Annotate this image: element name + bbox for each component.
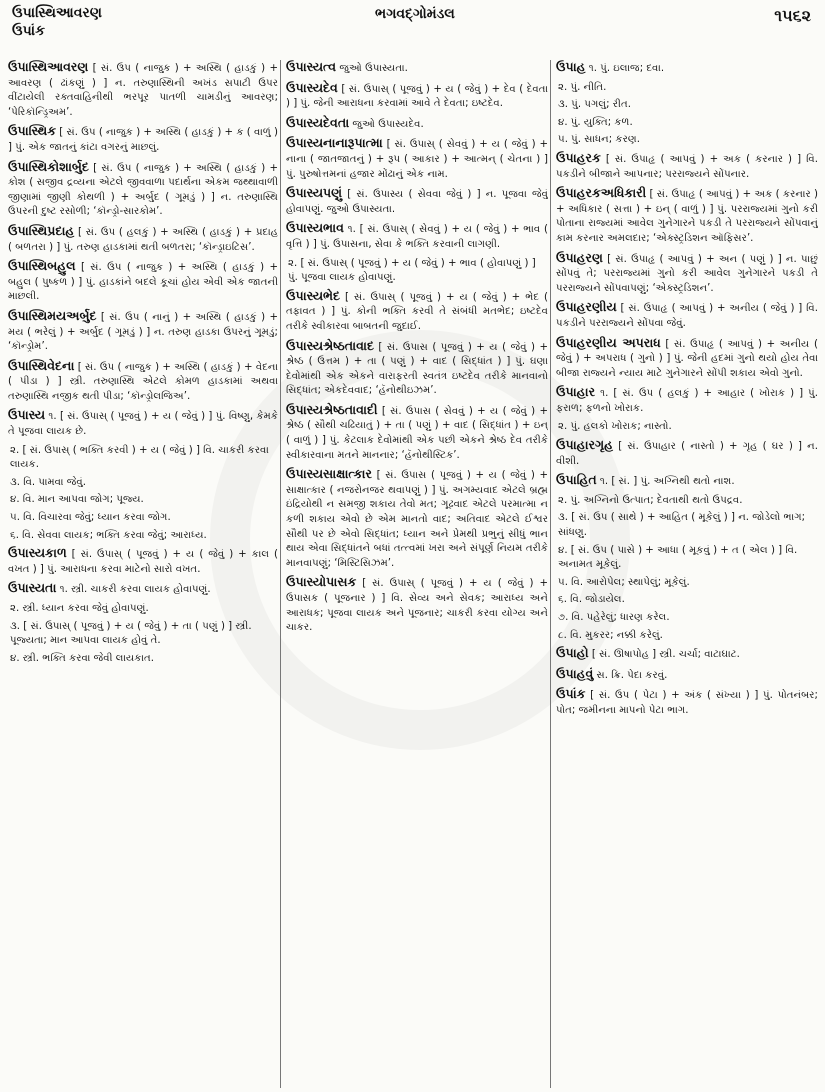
dictionary-entry (556, 385, 818, 416)
column-3 (556, 60, 818, 1088)
headword: ઉપાસ્યપણું (286, 185, 343, 201)
definition-text: [ સં. ઉપાસ ( પૂજવું ) + ય ( જેવું ) + શ્રેષ્ઠ ( ઉત્તમ ) + તા ( પણું ) + વાદ ( સિદ્ધાંત ) ] પું. ઘણા દેવોમાંથી એક એકને વારાફરતી સ્વતંત્ર ઇષ્ટદેવ તરીકે માનવાનો સિદ્ધાંત; એકદેવવાદ; ‘હૅનોથીઇઝમ’. (286, 341, 548, 397)
dictionary-columns (8, 60, 818, 1088)
definition-text: [ સં. ઉપાસ્ ( પૂજવું ) + ય ( જેવું ) + કાલ ( વખત ) ] પું. આરાધના કરવા માટેનો સારો વખત. (8, 549, 278, 575)
definition-text: ૫. વિ. વિચારવા જેવું; ધ્યાન કરવા જોગ. (10, 512, 171, 524)
headword: ઉપાહો (556, 645, 589, 661)
dictionary-entry (556, 186, 818, 246)
entry-sense (556, 81, 818, 96)
definition-text: સ. ક્રિ. પેદા કરવું. (593, 669, 668, 681)
definition-text: ૩. વિ. પામવા જેવું. (10, 476, 86, 488)
definition-text: [ સં. ઉપાસ્ ( પૂજવું ) + ય ( જેવું ) + ઉપાસક ( પૂજનાર ) ] વિ. સેવ્ય અને સેવક; આરાધ્ય અને આરાધક; પૂજવા લાયક અને પૂજનાર; ચાકરી કરવા યોગ્ય અને ચાકર. (286, 578, 548, 634)
headword: ઉપાહિત (556, 472, 597, 488)
definition-text: [ સં. ઊષાપોહ ] સ્ત્રી. ચર્ચા; વાટાઘાટ. (588, 649, 740, 661)
definition-text: [ સં. ઉપ ( નાનું ) + અસ્થિ ( હાડકું ) + મય ( ભરેલું ) + અર્બુદ ( ગૂમડું ) ] ન. તરુણ હાડકા ઉપરનું ગૂમડું; ‘કૉન્ડ્રોમ’. (8, 311, 278, 353)
entry-sense (556, 544, 818, 573)
entry-sense (556, 116, 818, 131)
definition-text: ૧. [ સં. ઉપાસ્ ( પૂજવું ) + ય ( જેવું ) ] પું. વિષ્ણુ, કેમકે તે પૂજવા લાયક છે. (8, 411, 278, 438)
page-number: ૧૫૬૨ (774, 6, 811, 25)
entry-sense (8, 511, 278, 526)
headword: ઉપાસ્યદેવતા (286, 114, 350, 130)
column-1 (8, 60, 278, 1088)
entry-sense (556, 98, 818, 113)
headword: ઉપાસ્યત્વ (286, 60, 337, 74)
dictionary-entry (556, 473, 818, 490)
definition-text: જુઓ ઉપાસ્યદેવ. (349, 118, 424, 130)
headword: ઉપાહાર (556, 384, 596, 400)
headword: ઉપાસ્યશ્રેષ્ઠતાવાદ (286, 337, 374, 353)
definition-text: ૧. સ્ત્રી. ચાકરી કરવા લાયક હોવાપણું. (56, 584, 211, 596)
definition-text: [ સં. ઉપાહૃ ( આપવું ) + અન ( પણું ) ] ન. પાછું સોંપવું તે; પરરાજ્યમાં ગુનો કરી આવેલ ગુનેગારને પકડી તે પરરાજ્યને સોંપવાપણું; ‘એક્સ્ટ્રડિશન’. (556, 253, 818, 294)
headword: ઉપાહરકઅધિકારી (556, 185, 647, 201)
definition-text: [ સં. ઉપ ( નાજુક ) + અસ્થિ ( હાડકું ) + કોશ ( સજીવ દ્રવ્યના એટલે જીવવાળા પદાર્થના એકમ જથ્થાવાળી જીણામાં જીણી કોથળી ) + અર્બુદ ( ગૂમડું ) ] ન. તરુણાસ્થિ ઉપરની દુષ્ટ રસોળી; ‘કૉન્ડ્રો-સારકોમ’. (8, 162, 278, 218)
dictionary-entry (556, 667, 818, 684)
headword: ઉપાસ્થિક (8, 123, 57, 139)
dictionary-entry (286, 136, 548, 182)
dictionary-entry (8, 160, 278, 220)
definition-text: [ સં. ઉપ ( નાજુક ) + અસ્થિ ( હાડકું ) + ક ( વાળું ) ] પું. એક જાતનું કાંટા વગરનું માછલું. (8, 127, 278, 153)
definition-text: [ સં. ઉપાસ ( પૂજવું ) + ય ( જેવું ) + સાક્ષાત્કાર ( નજરોનજર થવાપણું ) ] પું. અગમ્યવાદ એટલે બ્રહ્મ ઇંદ્રિયોથી ન સમજી શકાય તેવો મત; ગૂઢવાદ એટલે પરમાત્મા ન કળી શકાય એવો છે એમ માનતો વાદ; અતિવાદ એટલે ઈશ્વર સૌથી પર છે એવો સિદ્ધાંત; ધ્યાન અને પ્રેમથી પ્રભુનું સીધું ભાન થાય એવા સિદ્ધાંતને બધાં તત્ત્વમાં ખરા અને સંપૂર્ણ નિયમ તરીકે માનવાપણું; ‘મિસ્ટિસિઝમ’. (286, 470, 548, 569)
definition-text: ૧. [ સં. ] પું. અગ્નિથી થતો નાશ. (596, 476, 735, 488)
entry-sense (556, 629, 818, 644)
dictionary-entry (286, 116, 548, 133)
dictionary-entry (286, 289, 548, 335)
dictionary-entry (286, 186, 548, 217)
entry-sense (8, 529, 278, 544)
headword: ઉપાસ્યશ્રેષ્ઠતાવાદી (286, 401, 378, 417)
definition-text: ૪. વિ. માન આપવા જોગ; પૂજ્ય. (10, 494, 144, 506)
definition-text: [ સં. ઉપાસ્ ( પૂજવું ) + ય ( જેવું ) + દેવ ( દેવતા ) ] પું. જેની આરાધના કરવામાં આવે તે દેવતા; ઇષ્ટદેવ. (286, 83, 548, 110)
definition-text: ૬. વિ. જોડાયેલ. (558, 594, 625, 606)
entry-sense (556, 593, 818, 608)
dictionary-entry (8, 124, 278, 155)
dictionary-entry (8, 581, 278, 598)
definition-text: ૨. પું. નીતિ. (558, 81, 607, 93)
definition-text: [ સં. ઉપાહૃ ( આપવું ) + અક ( કરનાર ) ] વિ. પકડીને બીજાને આપનાર; પરરાજ્યને સોંપનાર. (556, 153, 818, 180)
dictionary-entry (286, 60, 548, 77)
headword: ઉપાસ્થિવેદના (8, 357, 75, 373)
headword: ઉપાસ્થિઆવરણ (8, 60, 89, 74)
column-2 (286, 60, 548, 1088)
headword: ઉપાહવું (556, 665, 594, 681)
dictionary-entry (556, 336, 818, 382)
definition-text: જુઓ ઉપાસ્યતા. (336, 63, 408, 74)
dictionary-entry (8, 546, 278, 577)
definition-text: ૪. [ સં. ઉપ ( પાસે ) + આધા ( મૂકવું ) + ત ( એલ ) ] વિ. અનામત મૂકેલું. (558, 544, 798, 571)
headword: ઉપાહરણીય અપરાધ (556, 334, 661, 350)
column-divider (550, 60, 551, 1088)
definition-text: [ સં. ઉપ ( નાજુક ) + અસ્થિ ( હાડકું ) + વેદના ( પીડા ) ] સ્ત્રી. તરુણાસ્થિ એટલે કોમળ હાડકામાં અથવા તરુણાસ્થિ નજીક થતી પીડા; ‘કૉન્ડ્રોલજિઅ’. (8, 361, 278, 402)
dictionary-entry (286, 575, 548, 635)
definition-text: [ સં. ઉપ ( હલકું ) + અસ્થિ ( હાડકું ) + પ્રદાહ ( બળતરા ) ] પું. તરુણ હાડકામાં થતી બળતરા; ‘કૉન્ડ્રાઇટિસ’. (8, 226, 278, 253)
headword: ઉપાસ્યોપાસક (286, 574, 357, 590)
entry-sense (556, 576, 818, 591)
headword: ઉપાહરક (556, 149, 601, 165)
definition-text: [ સં. ઉપાસ્ ( સેવવું ) + ય ( જેવું ) + નાના ( જાતજાતનું ) + રૂપ ( આકાર ) + આત્મન્ ( ચેતના ) ] પું. પુરુષોત્તમનાં હજાર મોંઢાનું એક નામ. (286, 139, 548, 180)
definition-text: [ સં. ઉપાહૃ ( આપવું ) + અનીય ( જેવું ) + અપરાધ ( ગુનો ) ] પું. જેની હદમાં ગુનો થયો હોય તેવા બીજા રાજ્યને ન્યાય માટે ગુનેગારને સોંપી શકાય એવો ગુનો. (556, 338, 818, 379)
definition-text: ૪. સ્ત્રી. ભક્તિ કરવા જેવી લાયકાત. (10, 652, 154, 664)
dictionary-entry (8, 60, 278, 120)
dictionary-entry (556, 687, 818, 718)
headword: ઉપાસ્થિબહુલ (8, 258, 76, 274)
definition-text: ૧. પું. ઇલાજ; દવા. (585, 63, 665, 74)
definition-text: [ સં. ઉપાસ્ય ( સેવવા જેવું ) ] ન. પૂજવા જેવું હોવાપણું. જુઓ ઉપાસ્યતા. (286, 189, 548, 215)
column-divider (280, 60, 281, 1088)
dictionary-entry (8, 259, 278, 305)
headword: ઉપાસ્યભેદ (286, 287, 341, 303)
definition-text: ૧. [ સં. ઉપાસ્ ( સેવવું ) + ય ( જેવું ) + ભાવ ( વૃત્તિ ) ] પું. ઉપાસના, સેવા કે ભક્તિ કરવાની લાગણી. (286, 224, 548, 250)
running-title: ભગવદ્ગોમંડલ (375, 6, 455, 22)
definition-text: [ સં. ઉપ ( પેટા ) + અંક ( સંખ્યા ) ] પું. પોતનંબર; પોત; જમીનના માપનો પેટા ભાગ. (556, 690, 818, 716)
entry-sense (556, 133, 818, 148)
definition-text: [ સં. ઉપાહૃ ( આપવું ) + અનીય ( જેવું ) ] વિ. પકડીને પરરાજ્યને સોંપવા જેવું. (556, 303, 818, 329)
entry-sense (286, 257, 548, 286)
entry-sense (8, 493, 278, 508)
dictionary-entry (556, 300, 818, 331)
headword: ઉપાહારગૃહ (556, 437, 614, 453)
guide-word-first: ઉપાસ્થિઆવરણ (12, 5, 102, 21)
definition-text: [ સં. ઉપાસ ( સેવવું ) + ય ( જેવું ) + શ્રેષ્ઠ ( સૌથી ચઢિયાતું ) + તા ( પણું ) + વાદ ( સિદ્ધાંત ) + ઇન્ ( વાળું ) ] પું. કેટલાક દેવોમાંથી એક પછી એકને શ્રેષ્ઠ દેવ તરીકે સ્વીકારવાના મતને માનનાર; ‘હૅનોથીસ્ટિક’. (286, 405, 548, 461)
headword: ઉપાંક (556, 686, 586, 702)
headword: ઉપાસ્થિકોશાર્બુદ (8, 158, 89, 174)
dictionary-entry (556, 60, 818, 77)
definition-text: [ સં. ઉપાસ્ ( પૂજવું ) + ય ( જેવું ) + ભેદ ( તફાવત ) ] પું. કોની ભક્તિ કરવી તે સંબંધી મતભેદ; ઇષ્ટદેવ તરીકે સ્વીકારવા બાબતની જુદાઈ. (286, 291, 548, 332)
headword: ઉપાહ (556, 60, 586, 74)
dictionary-entry (8, 224, 278, 255)
dictionary-entry (286, 221, 548, 252)
headword: ઉપાસ્યભાવ (286, 220, 344, 236)
dictionary-entry (286, 81, 548, 112)
entry-sense (556, 494, 818, 509)
definition-text: ૧. [ સં. ઉપ ( હલકું ) + આહાર ( ખોરાક ) ] પું. ફરાળ; ફળનો ખોરાક. (556, 388, 818, 414)
entry-sense (8, 444, 278, 473)
definition-text: ૨. પું. અગ્નિનો ઉત્પાત; દેવતાથી થતો ઉપદ્રવ. (558, 494, 743, 506)
definition-text: ૩. [ સં. ઉપ ( સાથે ) + આહિત ( મૂકેલું ) ] ન. જોડેલો ભાગ; સાંધણુ. (558, 512, 806, 539)
headword: ઉપાહરણીય (556, 299, 617, 315)
entry-sense (556, 420, 818, 435)
headword: ઉપાસ્થિમયઅર્બુદ (8, 307, 97, 323)
definition-text: ૩. [ સં. ઉપાસ્ ( પૂજવું ) + ય ( જેવું ) + તા ( પણું ) ] સ્ત્રી. પૂજ્યતા; માન આપવા લાયક હોવું તે. (10, 620, 252, 647)
dictionary-entry (556, 646, 818, 663)
entry-sense (8, 652, 278, 667)
headword: ઉપાસ્ય (8, 407, 46, 423)
entry-sense (8, 620, 278, 649)
headword: ઉપાહરણ (556, 249, 603, 265)
definition-text: ૩. પું. પગલું; રીત. (558, 99, 631, 111)
guide-word-last: ઉપાંક (12, 23, 45, 39)
dictionary-entry (556, 151, 818, 182)
dictionary-entry (286, 467, 548, 571)
entry-sense (8, 602, 278, 617)
definition-text: ૫. વિ. આરોપેલ; સ્થાપેલું; મૂકેલું. (558, 576, 690, 588)
headword: ઉપાસ્યનાનારૂપાત્મા (286, 135, 383, 151)
definition-text: ૭. વિ. પહેરેલું; ધારણ કરેલ. (558, 612, 670, 623)
dictionary-entry (8, 359, 278, 405)
definition-text: [ સં. ઉપાહૃ ( આપવું ) + અક ( કરનાર ) + અધિકાર ( સત્તા ) + ઇન્ ( વાળું ) ] પું. પરરાજ્યમાં ગુનો કરી પોતાના રાજ્યમાં આવેલ ગુનેગારને પકડી તે પરરાજ્યને સોંપવાનું કામ કરનાર અમલદાર; ‘એક્સ્ટ્રડિશન ઑફિસર’. (556, 189, 818, 244)
definition-text: [ સં. ઉપાહાર ( નાસ્તો ) + ગૃહ ( ઘર ) ] ન. વીશી. (556, 441, 818, 467)
definition-text: ૬. વિ. સેવવા લાયક; ભક્તિ કરવા જેવું; આરાધ્ય. (10, 529, 207, 541)
dictionary-entry (286, 403, 548, 463)
entry-sense (556, 611, 818, 626)
dictionary-entry (8, 408, 278, 439)
definition-text: ૨. [ સં. ઉપાસ્ ( ભક્તિ કરવી ) + ય ( જેવું ) ] વિ. ચાકરી કરવા લાયક. (10, 444, 269, 471)
headword: ઉપાસ્યતા (8, 580, 57, 596)
dictionary-entry (8, 309, 278, 355)
definition-text: ૨. [ સં. ઉપાસ્ ( પૂજવું ) + ય ( જેવું ) + ભાવ ( હોવાપણું ) ] પું. પૂજવા લાયક હોવાપણું. (288, 257, 536, 284)
definition-text: ૨. સ્ત્રી. ધ્યાન કરવા જેવું હોવાપણું. (10, 603, 149, 614)
definition-text: [ સં. ઉપ ( નાજુક ) + અસ્થિ ( હાડકું ) + બહુલ ( પુષ્કળ ) ] પું. હાડકાંને બદલે કૂચાં હોય એવી એક જાતની માછલી. (8, 262, 278, 303)
definition-text: ૨. પું. હલકો ખોરાક; નાસ્તો. (558, 421, 672, 433)
entry-sense (8, 476, 278, 491)
headword: ઉપાસ્યકાળ (8, 545, 67, 561)
dictionary-entry (286, 339, 548, 399)
entry-sense (556, 511, 818, 540)
page-header (10, 4, 815, 54)
headword: ઉપાસ્યસાક્ષાત્કાર (286, 466, 372, 482)
headword: ઉપાસ્થિપ્રદાહ (8, 222, 75, 238)
definition-text: ૪. પું. યુક્તિ; કળ. (558, 116, 633, 128)
definition-text: ૮. વિ. મુકરર; નક્કી કરેલું. (558, 629, 663, 641)
definition-text: ૫. પું. સાધન; કરણ. (558, 134, 640, 146)
headword: ઉપાસ્યદેવ (286, 79, 338, 95)
definition-text: [ સં. ઉપ ( નાજુક ) + અસ્થિ ( હાડકું ) + આવરણ ( ઢાંકણું ) ] ન. તરુણાસ્થિની અખંડ સપાટી ઉપર વીંટાયેલી રક્તવાહિનીથી ભરપૂર પાતળી ચામડીનું આવરણ; ‘પેરિકૉન્ડ્રિઅમ’. (8, 63, 278, 118)
dictionary-entry (556, 438, 818, 469)
dictionary-entry (556, 251, 818, 297)
